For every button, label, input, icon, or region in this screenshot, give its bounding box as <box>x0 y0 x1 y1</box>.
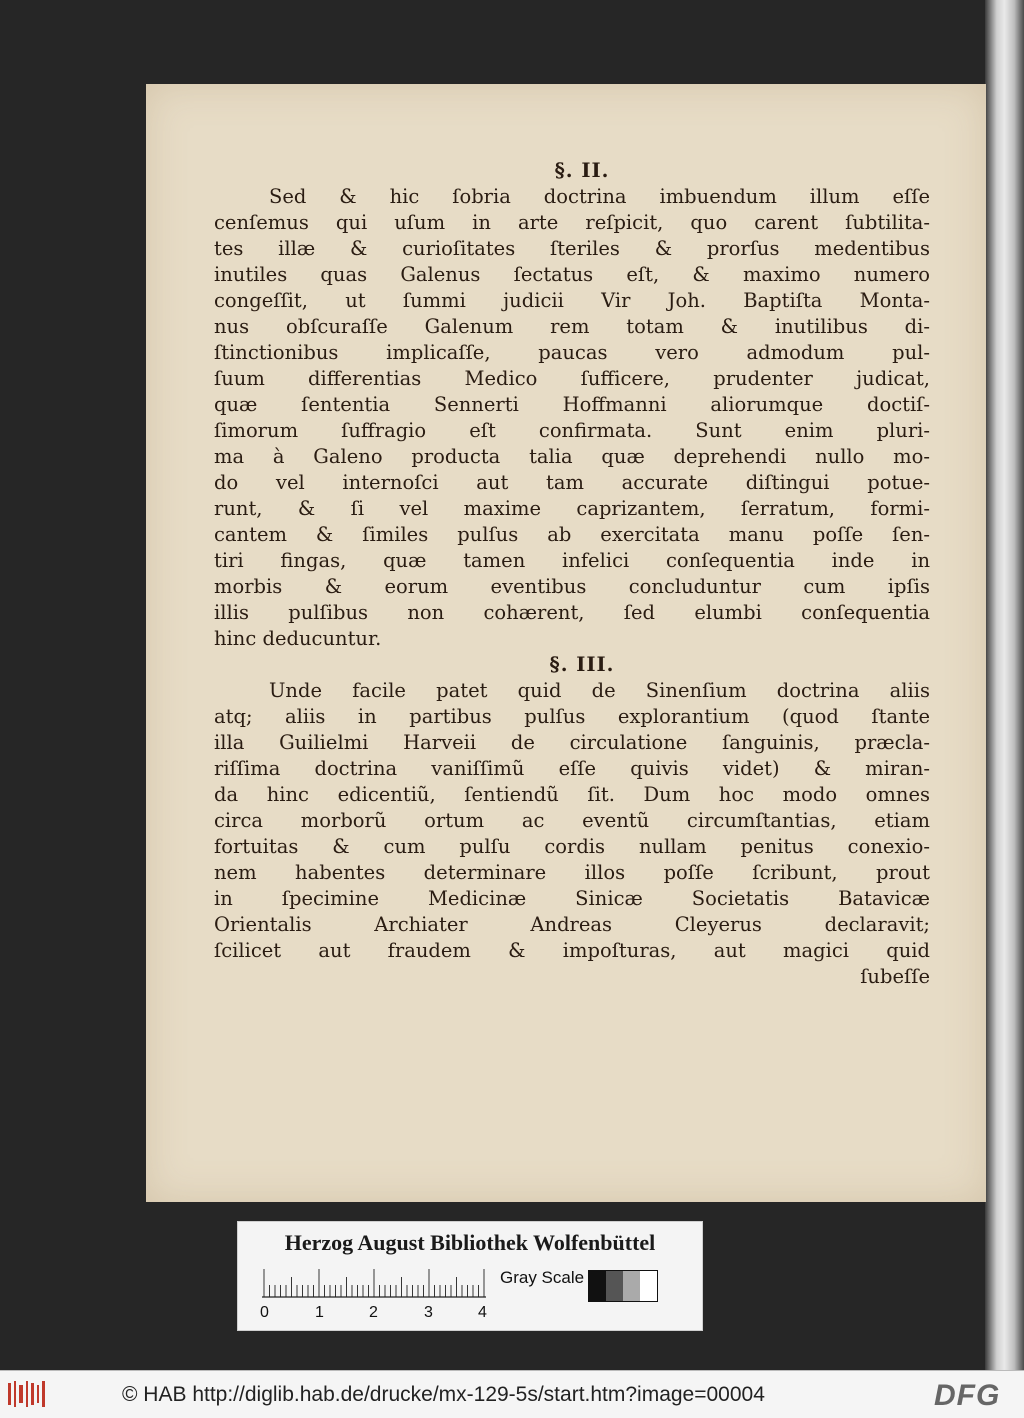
ruler-label-3: 3 <box>424 1304 433 1321</box>
section-3-line: nem habentes determinare illos poſſe ſcribunt, prout <box>214 861 930 884</box>
hab-barcode-logo-icon[interactable] <box>6 1379 48 1409</box>
section-2-line: hinc deducuntur. <box>214 627 382 650</box>
scan-edge-strip <box>985 0 1024 1370</box>
section-2-body <box>214 184 930 652</box>
section-2-line: ſuum differentias Medico ſufficere, prudenter judicat, <box>214 367 930 390</box>
section-2-line: ma à Galeno producta talia quæ deprehendi nullo mo- <box>214 445 930 468</box>
grayscale-label: Gray Scale <box>500 1268 585 1287</box>
grayscale-swatch-cell <box>623 1271 640 1301</box>
grayscale-swatch-cell <box>640 1271 657 1301</box>
ruler-scale <box>262 1268 492 1298</box>
section-3-line: fortuitas & cum pulſu cordis nullam penitus conexio- <box>214 835 930 858</box>
section-3-line: circa morborũ ortum ac eventũ circumſtantias, etiam <box>214 809 930 832</box>
section-2-line: tes illæ & curioſitates ſteriles & prorſus medentibus <box>214 237 930 260</box>
grayscale-swatch-cell <box>606 1271 623 1301</box>
catchword: ſubeſſe <box>860 965 930 988</box>
section-2-line: cenſemus qui uſum in arte reſpicit, quo carent ſubtilita- <box>214 211 930 234</box>
section-2-line: quæ ſententia Sennerti Hoffmanni aliorumque doctiſ- <box>214 393 930 416</box>
section-2-line: morbis & eorum eventibus concluduntur cum ipſis <box>214 575 930 598</box>
grayscale-swatch <box>588 1270 658 1302</box>
section-2-line: ſtinctionibus implicaſſe, paucas vero admodum pul- <box>214 341 930 364</box>
ruler-label-4: 4 <box>478 1304 487 1321</box>
ruler-label-1: 1 <box>315 1304 324 1321</box>
section-3-line: riſſima doctrina vaniſſimũ eſſe quivis videt) & miran- <box>214 757 930 780</box>
ruler-label-0: 0 <box>260 1304 269 1321</box>
section-3-heading: §. III. <box>549 653 615 676</box>
dfg-logo[interactable]: DFG <box>934 1379 1001 1412</box>
section-3-line: ſcilicet aut fraudem & impoſturas, aut magici quid <box>214 939 930 962</box>
section-3-line: atq; aliis in partibus pulſus explorantium (quod ſtante <box>214 705 930 728</box>
section-3-line: in ſpecimine Medicinæ Sinicæ Societatis Batavicæ <box>214 887 930 910</box>
section-2-line: cantem & ſimiles pulſus ab exercitata manu poſſe ſen- <box>214 523 930 546</box>
library-label-card <box>237 1221 703 1331</box>
library-name: Herzog August Bibliothek Wolfenbüttel <box>284 1230 656 1255</box>
footer-bar <box>0 1370 1024 1418</box>
section-2-line: ſimorum ſuffragio eſt confirmata. Sunt enim pluri- <box>214 419 930 442</box>
section-3-line: Orientalis Archiater Andreas Cleyerus declaravit; <box>214 913 930 936</box>
ruler-label-2: 2 <box>369 1304 378 1321</box>
section-3-line: Unde facile patet quid de Sinenſium doctrina aliis <box>269 679 930 702</box>
section-2-line: do vel internoſci aut tam accurate diſtingui potue- <box>214 471 930 494</box>
page-text-block <box>214 158 930 990</box>
section-2-line: illis pulſibus non cohærent, ſed elumbi conſequentia <box>214 601 930 624</box>
section-2-line: tiri fingas, quæ tamen infelici conſequentia inde in <box>214 549 930 572</box>
section-2-line: inutiles quas Galenus ſectatus eſt, & maximo numero <box>214 263 930 286</box>
section-2-line: nus obſcuraſſe Galenum rem totam & inutilibus di- <box>214 315 930 338</box>
section-3-body <box>214 678 930 964</box>
section-3-line: illa Guilielmi Harveii de circulatione ſanguinis, præcla- <box>214 731 930 754</box>
section-2-heading: §. II. <box>554 159 610 182</box>
copyright-url[interactable]: © HAB http://diglib.hab.de/drucke/mx-129-5s/start.htm?image=00004 <box>122 1383 765 1406</box>
section-3-line: da hinc edicentiũ, ſentiendũ ſit. Dum hoc modo omnes <box>214 783 930 806</box>
section-2-line: runt, & ſi vel maxime caprizantem, ſerratum, formi- <box>214 497 930 520</box>
section-2-line: congeſſit, ut ſummi judicii Vir Joh. Baptiſta Monta- <box>214 289 930 312</box>
grayscale-swatch-cell <box>589 1271 606 1301</box>
section-2-line: Sed & hic ſobria doctrina imbuendum illum eſſe <box>269 185 930 208</box>
